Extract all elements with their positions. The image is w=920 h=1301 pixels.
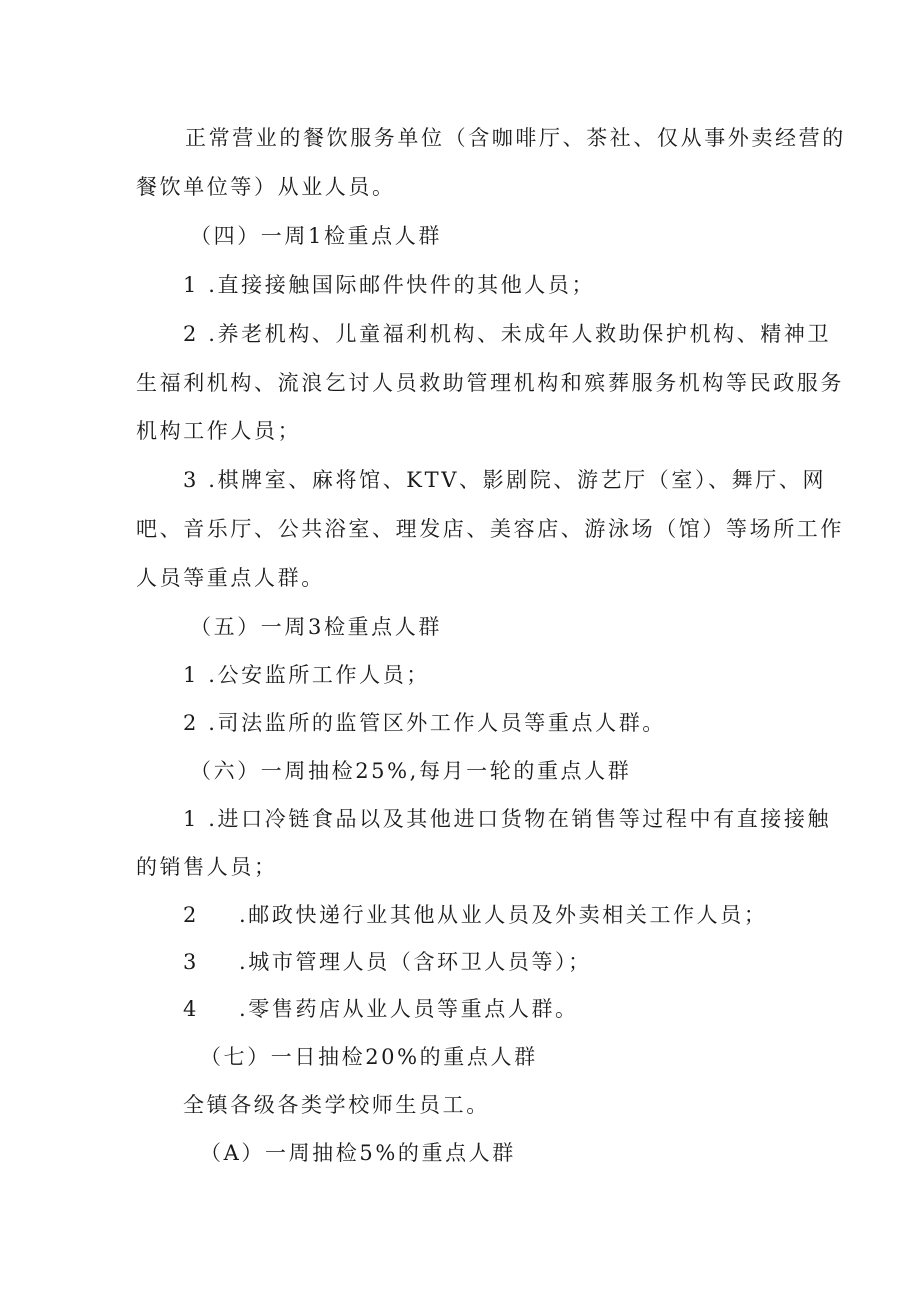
list-item: 1 .公安监所工作人员； xyxy=(183,663,430,687)
list-item: 2 .司法监所的监管区外工作人员等重点人群。 xyxy=(183,711,666,735)
paragraph-line: 餐饮单位等）从业人员。 xyxy=(136,175,396,199)
section-heading: （六）一周抽检25%,每月一轮的重点人群 xyxy=(190,759,632,783)
list-text: .邮政快递行业其他从业人员及外卖相关工作人员； xyxy=(238,903,768,927)
section-heading: （A）一周抽检5%的重点人群 xyxy=(200,1141,516,1165)
list-item: 2 .养老机构、儿童福利机构、未成年人救助保护机构、精神卫 xyxy=(183,322,832,346)
list-item: 1 .进口冷链食品以及其他进口货物在销售等过程中有直接接触 xyxy=(183,807,832,831)
list-item xyxy=(183,901,767,929)
paragraph-line: 全镇各级各类学校师生员工。 xyxy=(183,1093,490,1117)
section-heading: （七）一日抽检20%的重点人群 xyxy=(200,1045,538,1069)
list-item xyxy=(183,948,592,976)
list-text: .零售药店从业人员等重点人群。 xyxy=(238,997,579,1021)
list-number: 3 xyxy=(183,950,199,974)
list-item xyxy=(183,995,579,1023)
paragraph-line: 的销售人员； xyxy=(136,855,278,879)
paragraph-line: 生福利机构、流浪乞讨人员救助管理机构和殡葬服务机构等民政服务 xyxy=(136,371,844,395)
list-number: 2 xyxy=(183,903,199,927)
list-number: 4 xyxy=(183,997,199,1021)
section-heading: （四）一周1检重点人群 xyxy=(190,224,442,248)
list-text: .城市管理人员（含环卫人员等）； xyxy=(238,950,592,974)
paragraph-line: 吧、音乐厅、公共浴室、理发店、美容店、游泳场（馆）等场所工作 xyxy=(136,517,844,541)
paragraph-line: 机构工作人员； xyxy=(136,419,302,443)
list-item: 3 .棋牌室、麻将馆、KTV、影剧院、游艺厅（室）、舞厅、网 xyxy=(183,468,827,492)
list-item: 1 .直接接触国际邮件快件的其他人员； xyxy=(183,273,596,297)
paragraph-line: 人员等重点人群。 xyxy=(136,566,325,590)
paragraph-line: 正常营业的餐饮服务单位（含咖啡厅、茶社、仅从事外卖经营的 xyxy=(185,126,846,150)
section-heading: （五）一周3检重点人群 xyxy=(190,615,442,639)
